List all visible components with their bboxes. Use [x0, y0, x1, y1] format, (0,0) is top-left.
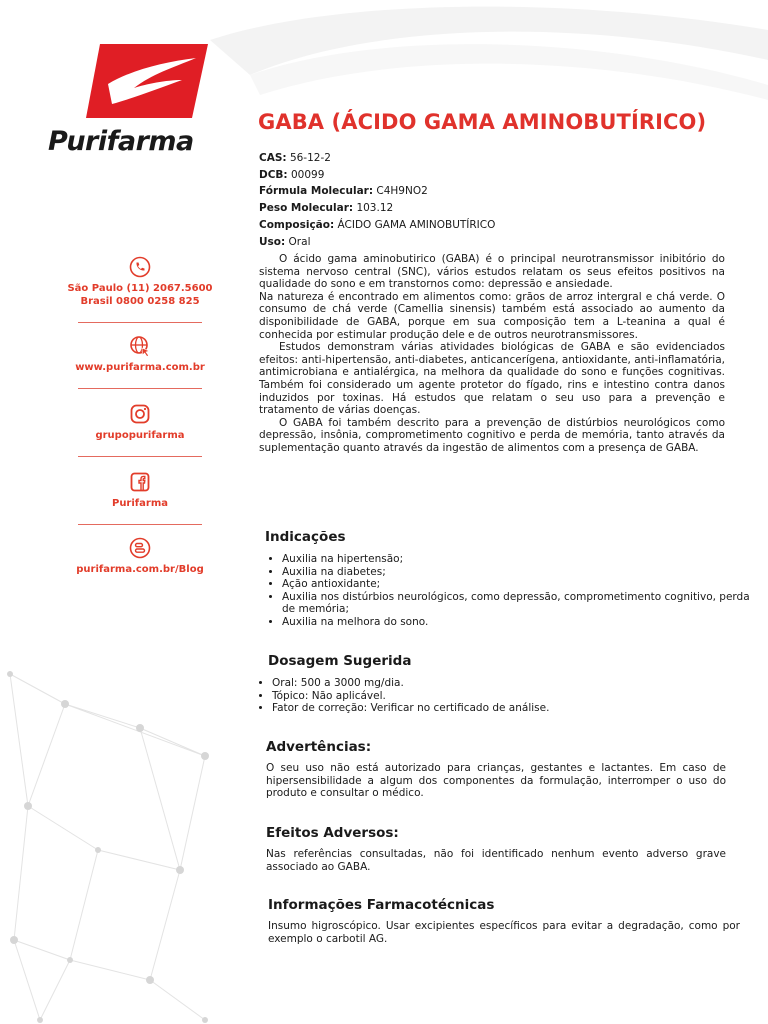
phone-icon	[129, 256, 151, 278]
instagram-icon	[129, 403, 151, 425]
spec-cas	[259, 150, 495, 167]
spec-value: Oral	[288, 235, 311, 248]
description-paragraph: Na natureza é encontrado em alimentos como: grãos de arroz intergral e chá verde. O consumo de chá verde (Camellia sinensis) também está associado ao aumento da disponibilidade de GABA, porque em sua composição tem a L-teanina a qual é conhecida por estimular produção dele e de outros neurotransmissores.	[259, 290, 725, 341]
contact-column	[60, 252, 220, 576]
list-item: • Auxilia nos distúrbios neurológicos, como depressão, comprometimento cognitivo, perda de memória;	[282, 591, 752, 616]
spec-label: Composição:	[259, 218, 335, 231]
contact-blog[interactable]	[60, 525, 220, 576]
efeitos-heading: Efeitos Adversos:	[266, 825, 399, 841]
contact-phone	[60, 252, 220, 322]
contact-instagram[interactable]	[60, 389, 220, 456]
purifarma-logo	[48, 44, 230, 162]
advertencias-text: O seu uso não está autorizado para crianças, gestantes e lactantes. Em caso de hipersensibilidade a algum dos componentes da formulação, interromper o uso do produto e consultar o médico.	[266, 762, 726, 800]
facebook-icon	[129, 471, 151, 493]
advertencias-heading: Advertências:	[266, 739, 372, 755]
farmacotecnicas-text: Insumo higroscópico. Usar excipientes específicos para evitar a degradação, como por exemplo o carbotil AG.	[268, 920, 740, 945]
indicacoes-heading: Indicações	[265, 529, 346, 545]
brand-name: Purifarma	[48, 126, 194, 157]
list-item: • Auxilia na melhora do sono.	[282, 616, 752, 629]
spec-value: 00099	[290, 168, 325, 181]
spec-label: Fórmula Molecular:	[259, 185, 374, 198]
logo-mark-icon	[86, 44, 208, 118]
spec-value: C4H9NO2	[376, 185, 428, 198]
spec-composition	[259, 217, 495, 234]
product-specs	[259, 150, 495, 250]
list-item: • Ação antioxidante;	[282, 578, 752, 591]
contact-facebook-label: Purifarma	[111, 498, 168, 509]
contact-website-label: www.purifarma.com.br	[75, 362, 205, 373]
indicacoes-list	[262, 553, 752, 629]
blogger-icon	[129, 537, 151, 559]
spec-label: DCB:	[259, 168, 288, 181]
spec-value: ÁCIDO GAMA AMINOBUTÍRICO	[337, 218, 496, 231]
contact-website[interactable]	[60, 323, 220, 388]
spec-label: CAS:	[259, 152, 287, 164]
list-item: • Oral: 500 a 3000 mg/dia.	[272, 677, 742, 690]
contact-phone-line-1: São Paulo (11) 2067.5600	[67, 283, 213, 294]
product-title: GABA (ÁCIDO GAMA AMINOBUTÍRICO)	[258, 110, 707, 134]
description-paragraph: Estudos demonstram várias atividades biológicas de GABA e são evidenciados efeitos: anti-hipertensão, anti-diabetes, anticancerígena, antioxidante, anti-inflamatória, antimicrobiana e antialérgica, na melhora da qualidade do sono e funções cognitivas. Também foi considerado um agente protetor do fígado, rins e intestino contra danos induzidos por toxinas. Há estudos que relatam o seu uso para a prevenção e tratamento de várias doenças.	[259, 341, 725, 417]
list-item: • Auxilia na hipertensão;	[282, 553, 752, 566]
list-item: • Tópico: Não aplicável.	[272, 690, 742, 703]
contact-phone-line-2: Brasil 0800 0258 825	[80, 296, 200, 307]
product-description	[259, 253, 725, 455]
farmacotecnicas-heading: Informações Farmacotécnicas	[268, 897, 495, 913]
dosagem-list	[252, 677, 742, 715]
spec-label: Peso Molecular:	[259, 202, 354, 215]
network-graph-decoration	[0, 620, 230, 1024]
spec-value: 56-12-2	[289, 152, 331, 164]
list-item: • Auxilia na diabetes;	[282, 566, 752, 579]
globe-cursor-icon	[129, 335, 151, 357]
spec-value: 103.12	[356, 202, 394, 215]
spec-formula	[259, 183, 495, 200]
spec-label: Uso:	[259, 235, 286, 248]
dosagem-heading: Dosagem Sugerida	[268, 653, 412, 669]
description-paragraph: O GABA foi também descrito para a prevenção de distúrbios neurológicos como depressão, insônia, comprometimento cognitivo e perda de memória, tanto através da suplementação quanto através da ingestão de alimentos com a presença de GABA.	[259, 416, 725, 454]
contact-facebook[interactable]	[60, 457, 220, 524]
spec-dcb	[259, 167, 495, 184]
spec-weight	[259, 200, 495, 217]
contact-instagram-label: grupopurifarma	[95, 430, 185, 441]
description-paragraph: O ácido gama aminobutirico (GABA) é o principal neurotransmissor inibitório do sistema nervoso central (SNC), vários estudos relatam os seus efeitos positivos na qualidade do sono e em transtornos como: depressão e ansiedade.	[259, 253, 725, 291]
list-item: • Fator de correção: Verificar no certificado de análise.	[272, 702, 742, 715]
spec-use	[259, 234, 495, 251]
contact-blog-label: purifarma.com.br/Blog	[76, 564, 204, 575]
efeitos-text: Nas referências consultadas, não foi identificado nenhum evento adverso grave associado ao GABA.	[266, 848, 726, 873]
